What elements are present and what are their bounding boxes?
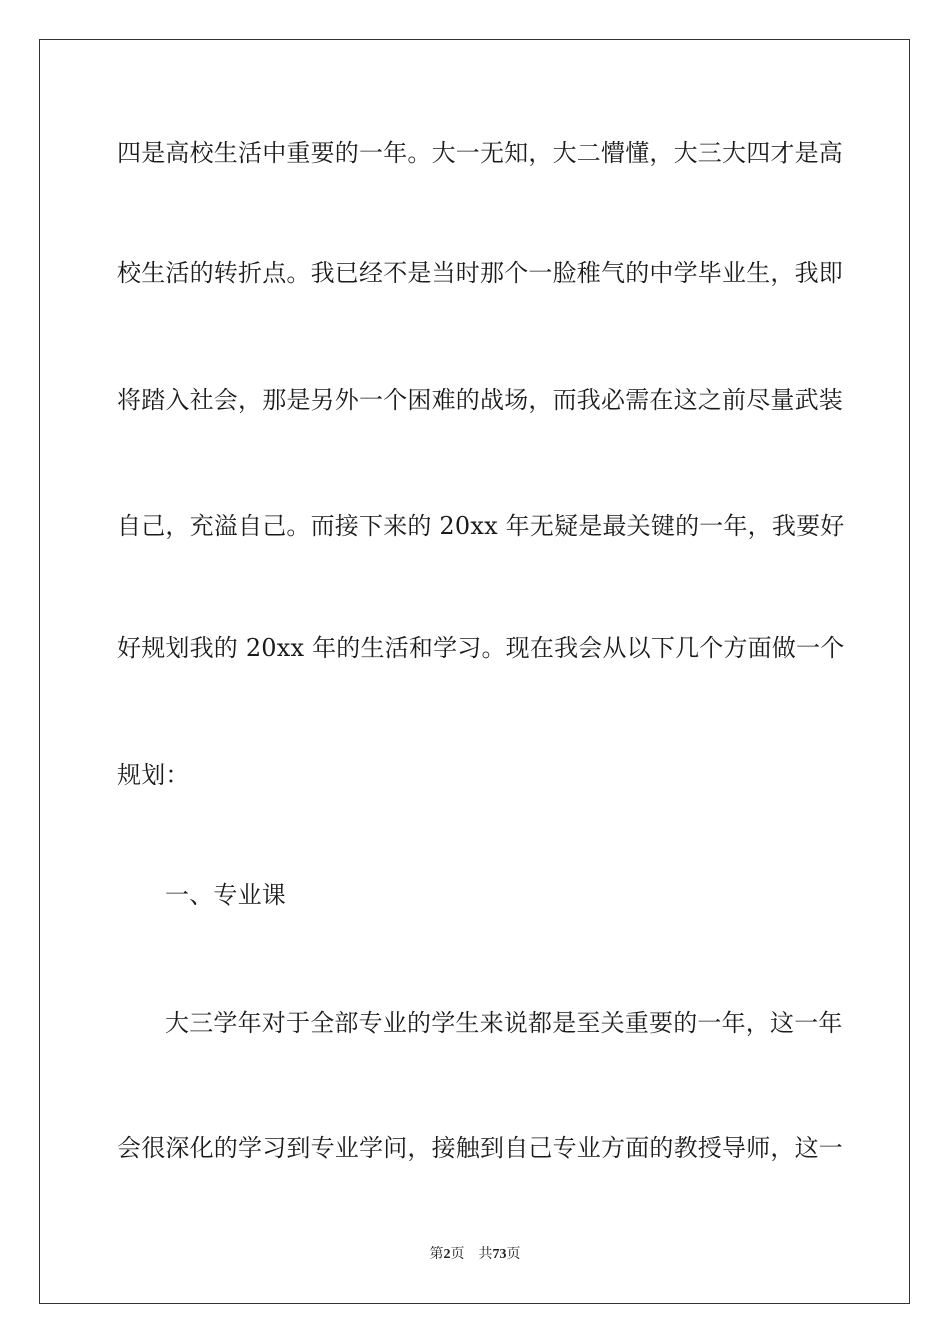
page-footer [0, 1246, 950, 1264]
page-border [39, 39, 910, 1304]
body-text-line-5: 好规划我的 20xx 年的生活和学习。现在我会从以下几个方面做一个 [117, 634, 845, 662]
section-text-line-1: 大三学年对于全部专业的学生来说都是至关重要的一年，这一年 [165, 1009, 843, 1037]
footer-page-number: 2 [443, 1247, 451, 1262]
section-text-line-2: 会很深化的学习到专业学问，接触到自己专业方面的教授导师，这一 [117, 1134, 843, 1162]
footer-total-prefix: 共 [478, 1247, 493, 1262]
footer-page-prefix: 第 [429, 1247, 444, 1262]
body-text-line-2: 校生活的转折点。我已经不是当时那个一脸稚气的中学毕业生，我即 [117, 259, 843, 287]
body-text-line-1: 四是高校生活中重要的一年。大一无知，大二懵懂，大三大四才是高 [117, 139, 843, 167]
body-text-line-6: 规划： [117, 761, 190, 789]
section-heading: 一、专业课 [165, 881, 286, 909]
footer-total-pages: 73 [492, 1247, 507, 1262]
footer-total-suffix: 页 [506, 1247, 521, 1262]
footer-page-suffix: 页 [450, 1247, 465, 1262]
body-text-line-3: 将踏入社会，那是另外一个困难的战场，而我必需在这之前尽量武装 [117, 386, 843, 414]
body-text-line-4: 自己，充溢自己。而接下来的 20xx 年无疑是最关键的一年，我要好 [117, 512, 845, 540]
